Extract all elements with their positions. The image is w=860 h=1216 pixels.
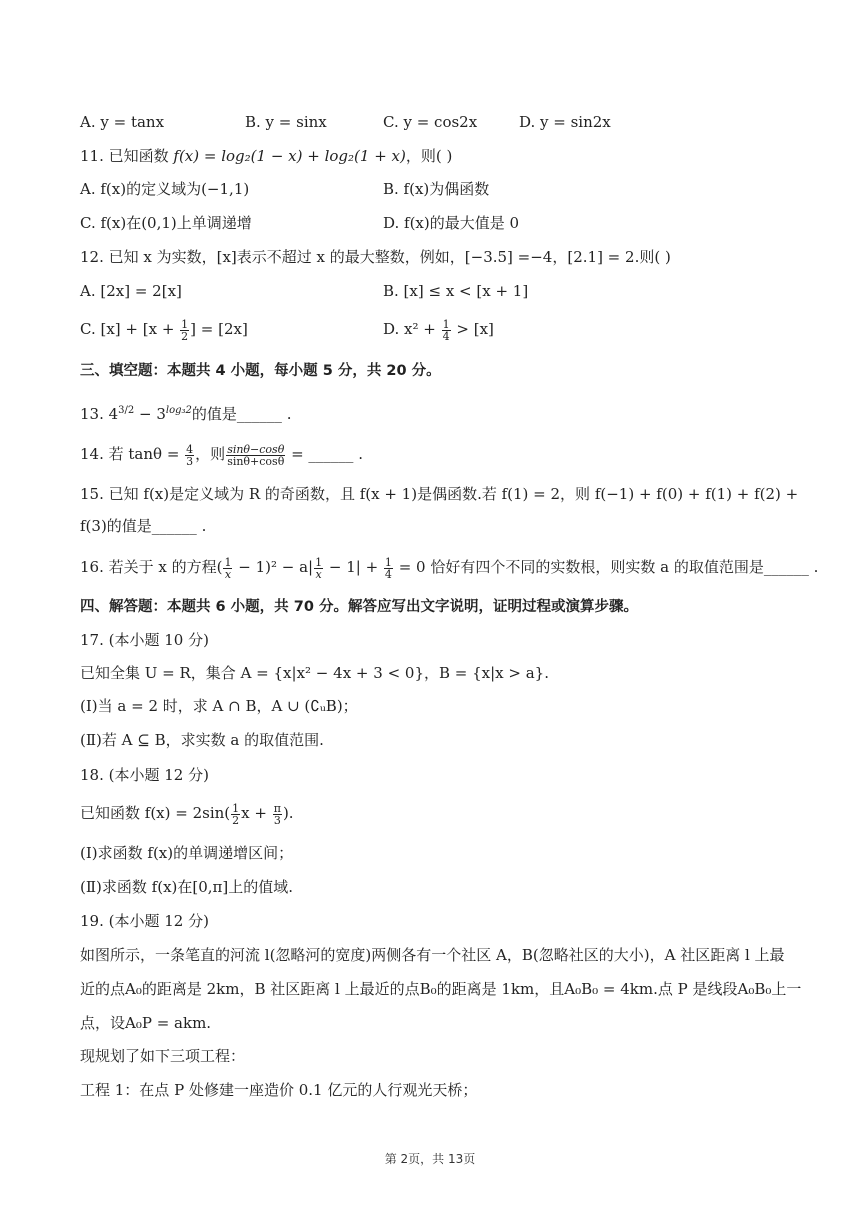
q12-d-num: 1: [442, 317, 450, 331]
q16: [80, 556, 818, 580]
q19-line3: 点，设A₀P = akm.: [80, 1014, 212, 1032]
q16-f2-num: 1: [315, 555, 323, 569]
q14: [80, 443, 363, 467]
q18-stem-mid: x +: [241, 804, 272, 822]
q11-option-c: C. f(x)在(0,1)上单调递增: [80, 214, 252, 232]
q12-c-prefix: C. [x] + [x +: [80, 320, 180, 338]
q12-c-fraction: [180, 319, 189, 342]
q16-f1-num: 1: [224, 555, 232, 569]
page-footer: 第 2页，共 13页: [384, 1152, 476, 1166]
q18-stem-prefix: 已知函数 f(x) = 2sin(: [80, 804, 231, 822]
q12-d-suffix: > [x]: [451, 320, 494, 338]
q12-c-num: 1: [181, 317, 189, 331]
q16-prefix: 16. 若关于 x 的方程(: [80, 558, 223, 576]
q13-suffix: 的值是______ .: [191, 405, 292, 423]
q15-line2: f(3)的值是______ .: [80, 517, 207, 535]
q12-stem: 12. 已知 x 为实数，[x]表示不超过 x 的最大整数，例如，[−3.5] =−4，[2.1] = 2.则( ): [80, 248, 671, 266]
q14-den2: sinθ+cosθ: [227, 454, 285, 468]
q12-c-suffix: ] = [2x]: [190, 320, 248, 338]
q17-part2: (Ⅱ)若 A ⊆ B，求实数 a 的取值范围.: [80, 731, 324, 749]
q15-line1: 15. 已知 f(x)是定义域为 R 的奇函数，且 f(x + 1)是偶函数.若 f(1) = 2，则 f(−1) + f(0) + f(1) + f(2) +: [80, 485, 799, 503]
q19-line1: 如图所示，一条笔直的河流 l(忽略河的宽度)两侧各有一个社区 A，B(忽略社区的大小)，A 社区距离 l 上最: [80, 946, 785, 964]
q14-den1: 3: [186, 454, 194, 468]
q11-option-b: B. f(x)为偶函数: [383, 180, 490, 198]
section3-heading: 三、填空题：本题共 4 小题，每小题 5 分，共 20 分。: [80, 363, 441, 379]
q14-fraction1: [185, 444, 194, 467]
q17-stem: 已知全集 U = R，集合 A = {x|x² − 4x + 3 < 0}，B = {x|x > a}.: [80, 664, 549, 682]
q18-title: 18. (本小题 12 分): [80, 766, 209, 784]
q13-mid: − 3: [134, 405, 166, 423]
q16-mid2: − 1| +: [324, 558, 383, 576]
q16-fraction2: [314, 557, 323, 580]
q17-title: 17. (本小题 10 分): [80, 631, 209, 649]
q19-line5: 工程 1：在点 P 处修建一座造价 0.1 亿元的人行观光天桥；: [80, 1081, 478, 1099]
q18-stem-suffix: ).: [282, 804, 294, 822]
q12-option-a: A. [2x] = 2[x]: [80, 282, 182, 300]
q16-suffix: = 0 恰好有四个不同的实数根，则实数 a 的取值范围是______ .: [393, 558, 819, 576]
q18-n2: π: [273, 801, 281, 815]
q18-n1: 1: [232, 801, 240, 815]
q18-stem: [80, 802, 294, 826]
q14-suffix: = ______ .: [286, 445, 363, 463]
q10-option-b: B. y = sinx: [245, 113, 327, 131]
q16-f1-den: x: [224, 567, 232, 581]
q16-f3-den: 4: [384, 567, 392, 581]
q12-d-prefix: D. x² +: [383, 320, 441, 338]
q12-option-b: B. [x] ≤ x < [x + 1]: [383, 282, 529, 300]
q11-stem-suffix: ，则( ): [405, 147, 453, 165]
q11-option-a: A. f(x)的定义域为(−1,1): [80, 180, 250, 198]
q12-d-fraction: [442, 319, 451, 342]
q19-line2: 近的点A₀的距离是 2km，B 社区距离 l 上最近的点B₀的距离是 1km，且A₀B₀ = 4km.点 P 是线段A₀B₀上一: [80, 980, 802, 998]
q19-title: 19. (本小题 12 分): [80, 912, 209, 930]
q16-fraction1: [223, 557, 232, 580]
q12-option-d: [383, 318, 494, 342]
q14-mid: ，则: [195, 445, 226, 463]
q14-num1: 4: [186, 442, 194, 456]
q12-d-den: 4: [442, 329, 450, 343]
q18-d2: 3: [273, 813, 281, 827]
q16-fraction3: [384, 557, 393, 580]
q13-exponent2: log₃2: [165, 405, 192, 416]
q18-d1: 2: [232, 813, 240, 827]
q18-part2: (Ⅱ)求函数 f(x)在[0,π]上的值域.: [80, 878, 294, 896]
q12-c-den: 2: [181, 329, 189, 343]
q13: [80, 400, 291, 425]
q14-fraction2: [226, 444, 285, 467]
q16-f2-den: x: [315, 567, 322, 581]
q18-fraction2: [273, 803, 282, 826]
q14-prefix: 14. 若 tanθ =: [80, 445, 185, 463]
q13-base: 13. 4: [80, 405, 119, 423]
q16-f3-num: 1: [384, 555, 392, 569]
q10-option-c: C. y = cos2x: [383, 113, 478, 131]
q11-stem: [80, 145, 452, 167]
q13-exponent: 3/2: [118, 405, 135, 416]
q18-part1: (Ⅰ)求函数 f(x)的单调递增区间；: [80, 844, 294, 862]
q14-num2: sinθ−cosθ: [227, 442, 285, 456]
q12-option-c: [80, 318, 248, 342]
q10-option-a: A. y = tanx: [80, 113, 165, 131]
section4-heading: 四、解答题：本题共 6 小题，共 70 分。解答应写出文字说明，证明过程或演算步骤。: [80, 599, 638, 615]
q11-formula: f(x) = log₂(1 − x) + log₂(1 + x): [173, 147, 406, 165]
q18-fraction1: [231, 803, 240, 826]
q10-option-d: D. y = sin2x: [519, 113, 611, 131]
q11-option-d: D. f(x)的最大值是 0: [383, 214, 520, 232]
q17-part1: (Ⅰ)当 a = 2 时，求 A ∩ B，A ∪ (∁ᵤB)；: [80, 697, 358, 715]
q16-mid1: − 1)² − a|: [233, 558, 314, 576]
q11-stem-prefix: 11. 已知函数: [80, 147, 174, 165]
q19-line4: 现规划了如下三项工程：: [80, 1047, 246, 1065]
